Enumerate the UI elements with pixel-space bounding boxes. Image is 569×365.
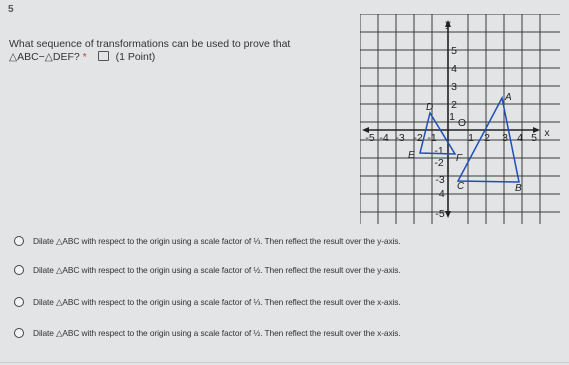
option-1-radio[interactable] [14, 236, 24, 246]
required-mark: * [82, 51, 87, 63]
question-number: 5 [8, 4, 14, 15]
point-d-label: D [426, 102, 434, 113]
y-tick-label: 1 [449, 111, 455, 123]
points-label: (1 Point) [115, 51, 156, 63]
y-tick-label: -1 [434, 145, 444, 157]
question-prompt [9, 38, 349, 64]
y-tick-label: 5 [451, 45, 457, 57]
option-4-radio[interactable] [14, 328, 24, 338]
x-tick-label: -2 [413, 132, 423, 144]
point-e-label: E [408, 150, 415, 161]
option-1[interactable] [14, 232, 401, 250]
option-1-label: Dilate △ABC with respect to the origin using a scale factor of ⅓. Then reflect the result over the y-axis. [33, 236, 401, 246]
y-tick-label: -3 [435, 174, 445, 186]
option-3-label: Dilate △ABC with respect to the origin using a scale factor of ⅓. Then reflect the result over the x-axis. [33, 297, 401, 307]
divider [0, 362, 569, 363]
option-4-label: Dilate △ABC with respect to the origin using a scale factor of ½. Then reflect the result over the x-axis. [33, 328, 401, 338]
y-tick-label: 4 [451, 63, 457, 75]
y-tick-label: -4 [435, 188, 445, 200]
prompt-line-2: △ABC−△DEF? [9, 51, 80, 63]
x-tick-label: 1 [468, 132, 474, 144]
x-tick-label: -5 [365, 132, 375, 144]
point-b-label: B [515, 183, 522, 194]
x-tick-label: -4 [379, 132, 389, 144]
option-3-radio[interactable] [14, 297, 24, 307]
option-2-radio[interactable] [14, 265, 24, 275]
option-4[interactable] [14, 324, 401, 342]
option-2-label: Dilate △ABC with respect to the origin using a scale factor of ½. Then reflect the result over the y-axis. [33, 265, 401, 275]
point-c-label: C [457, 181, 465, 192]
immersive-reader-icon[interactable] [98, 51, 109, 61]
option-2[interactable] [14, 261, 401, 279]
x-axis-label: x [544, 127, 550, 139]
y-tick-label: -5 [435, 208, 445, 220]
x-tick-label: -3 [395, 132, 405, 144]
x-tick-label: 2 [484, 132, 490, 144]
y-tick-label: -2 [434, 157, 444, 169]
y-tick-label: 2 [451, 99, 457, 111]
x-tick-label: 3 [502, 132, 508, 144]
point-f-label: F [456, 153, 463, 164]
coordinate-graph [360, 14, 560, 226]
option-3[interactable] [14, 293, 401, 311]
x-tick-label: -1 [427, 132, 437, 144]
y-axis-label: y [445, 18, 451, 30]
x-tick-label: 5 [531, 132, 537, 144]
point-a-label: A [505, 92, 512, 103]
prompt-line-1: What sequence of transformations can be used to prove that [9, 38, 291, 50]
y-tick-label: 3 [451, 81, 457, 93]
x-tick-label: 4 [517, 132, 523, 144]
origin-label: O [457, 117, 467, 129]
